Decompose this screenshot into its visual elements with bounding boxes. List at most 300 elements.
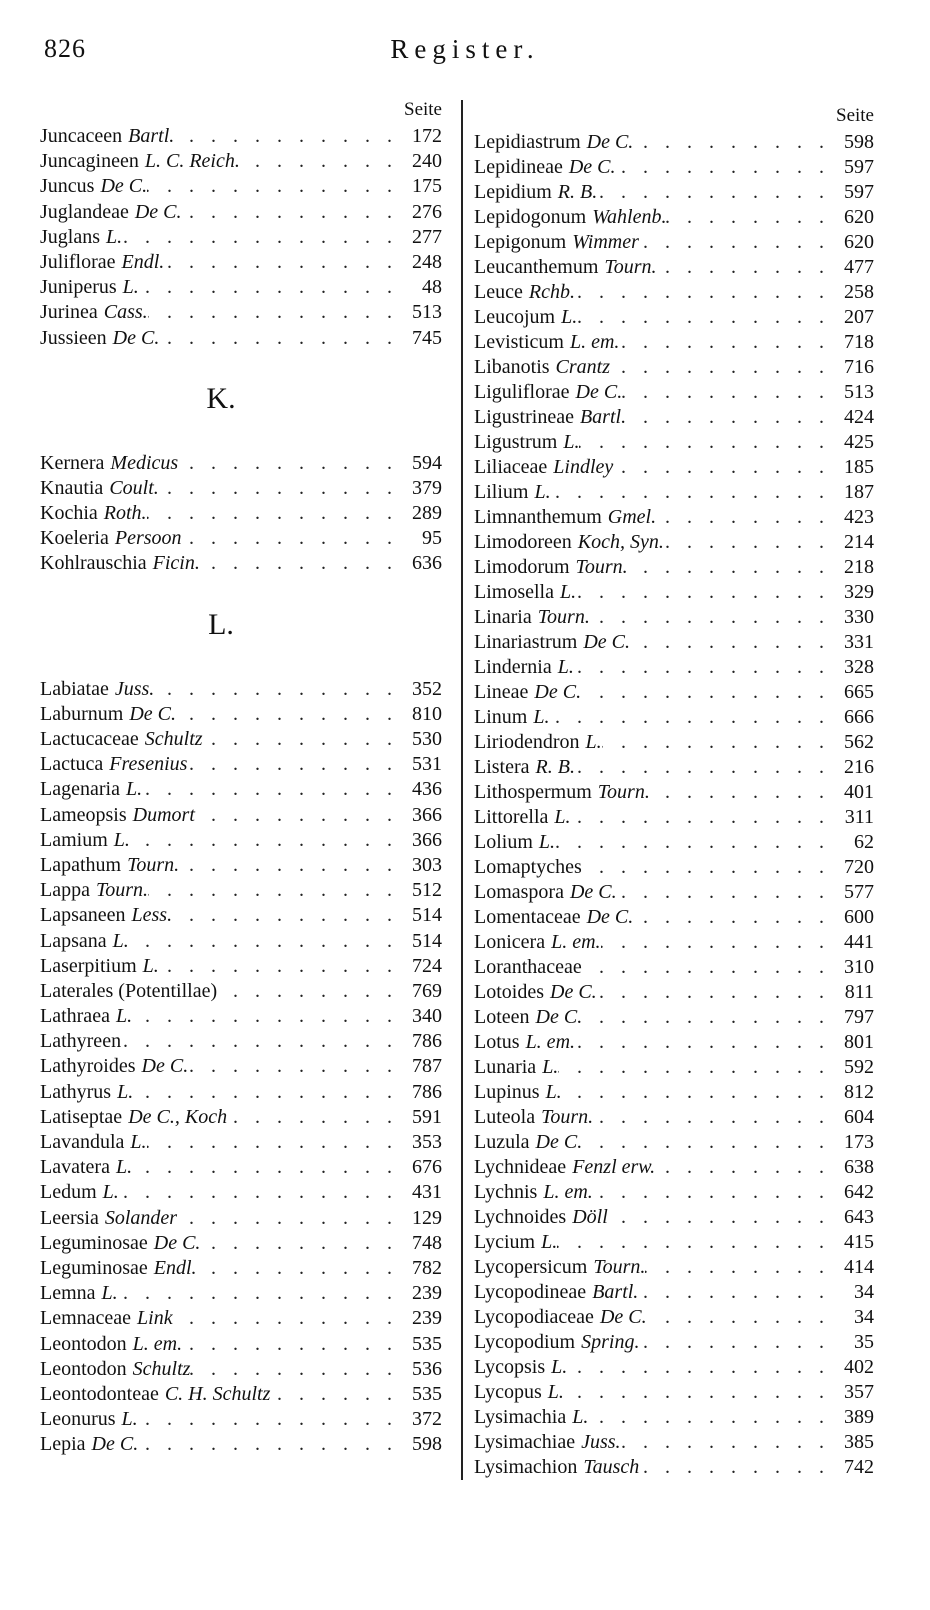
entry-name: Lagenaria bbox=[40, 778, 120, 801]
entry-name: Leonurus bbox=[40, 1408, 116, 1431]
entry-page: 289 bbox=[412, 502, 442, 525]
dot-leader bbox=[656, 255, 834, 280]
dot-leader bbox=[227, 1105, 402, 1130]
entry-author: Fenzl erw. bbox=[572, 1156, 656, 1178]
column-divider bbox=[461, 100, 463, 1480]
index-entry bbox=[474, 630, 874, 655]
index-entry bbox=[40, 803, 442, 828]
entry-name: Leucojum bbox=[474, 306, 556, 328]
entry-author: De C. bbox=[550, 981, 597, 1003]
index-entry bbox=[474, 730, 874, 755]
entry-author: De C. bbox=[575, 381, 623, 403]
entry-page: 276 bbox=[412, 200, 442, 223]
entry-author: De C. bbox=[535, 1006, 583, 1028]
dot-leader bbox=[164, 250, 402, 275]
entry-name: Lavatera bbox=[40, 1156, 110, 1179]
entry-name: Lathyroides bbox=[40, 1055, 136, 1078]
dot-leader bbox=[118, 1281, 402, 1306]
entry-page: 385 bbox=[844, 1431, 874, 1453]
entry-page: 769 bbox=[412, 979, 442, 1002]
dot-leader bbox=[628, 555, 834, 580]
entry-page: 62 bbox=[854, 831, 874, 853]
entry-page: 665 bbox=[844, 681, 874, 703]
entry-name: Limnanthemum bbox=[474, 506, 602, 528]
page-number: 826 bbox=[44, 34, 86, 63]
index-entry bbox=[40, 903, 442, 928]
entry-name: Lunaria bbox=[474, 1056, 537, 1078]
index-entry bbox=[474, 655, 874, 680]
entry-page: 258 bbox=[844, 281, 874, 303]
dot-leader bbox=[582, 855, 834, 880]
entry-author: L. em. bbox=[543, 1181, 593, 1203]
entry-name: Lameopsis bbox=[40, 803, 127, 826]
dot-leader bbox=[645, 1255, 834, 1280]
entry-author: L. bbox=[572, 1406, 589, 1428]
index-entry bbox=[474, 355, 874, 380]
entry-author: R. B. bbox=[557, 181, 598, 203]
entry-author: L. bbox=[545, 1081, 562, 1103]
entry-author: L. bbox=[541, 1231, 558, 1253]
entry-author: Tourn. bbox=[604, 256, 657, 278]
entry-page: 643 bbox=[844, 1206, 874, 1228]
entry-author: L. em. bbox=[132, 1332, 183, 1355]
index-entry bbox=[474, 1280, 874, 1305]
dot-leader bbox=[647, 1305, 834, 1330]
index-entry bbox=[474, 1005, 874, 1030]
entry-name: Juglandeae bbox=[40, 200, 129, 223]
entry-name: Luteola bbox=[474, 1106, 536, 1128]
dot-leader bbox=[187, 752, 402, 777]
entry-page: 638 bbox=[844, 1156, 874, 1178]
entry-author: De C. bbox=[112, 326, 160, 349]
entry-name: Juncus bbox=[40, 175, 95, 198]
entry-page: 402 bbox=[844, 1356, 874, 1378]
entry-page: 366 bbox=[412, 828, 442, 851]
entry-page: 366 bbox=[412, 803, 442, 826]
dot-leader bbox=[601, 930, 834, 955]
entry-page: 329 bbox=[844, 581, 874, 603]
index-entry bbox=[474, 1180, 874, 1205]
entry-page: 724 bbox=[412, 954, 442, 977]
dot-leader bbox=[188, 1054, 402, 1079]
entry-author: Link bbox=[137, 1307, 173, 1330]
index-entry bbox=[40, 1080, 442, 1105]
index-entry bbox=[40, 1004, 442, 1029]
index-entry bbox=[474, 1155, 874, 1180]
entry-page: 216 bbox=[844, 756, 874, 778]
dot-leader bbox=[148, 300, 402, 325]
index-entry bbox=[474, 930, 874, 955]
entry-page: 810 bbox=[412, 702, 442, 725]
dot-leader bbox=[613, 455, 834, 480]
entry-name: Laterales (Potentillae) bbox=[40, 979, 218, 1002]
index-entry bbox=[474, 380, 874, 405]
dot-leader bbox=[588, 1405, 834, 1430]
entry-name: Lepidineae bbox=[474, 156, 563, 178]
dot-leader bbox=[122, 225, 402, 250]
dot-leader bbox=[551, 480, 834, 505]
entry-name: Lychnoides bbox=[474, 1206, 567, 1228]
entry-name: Linariastrum bbox=[474, 631, 578, 653]
index-entry bbox=[40, 954, 442, 979]
dot-leader bbox=[590, 605, 834, 630]
entry-page: 676 bbox=[412, 1156, 442, 1179]
entry-author: Endl. bbox=[121, 250, 165, 273]
index-entry bbox=[474, 1330, 874, 1355]
dot-leader bbox=[597, 180, 834, 205]
entry-name: Juliflorae bbox=[40, 250, 116, 273]
index-entry bbox=[40, 174, 442, 199]
entry-author: De C. bbox=[100, 175, 148, 198]
index-entry bbox=[474, 830, 874, 855]
entry-page: 718 bbox=[844, 331, 874, 353]
entry-page: 441 bbox=[844, 931, 874, 953]
entry-page: 172 bbox=[412, 125, 442, 147]
entry-author: L. bbox=[551, 1356, 568, 1378]
index-entry bbox=[474, 1405, 874, 1430]
entry-name: Leersia bbox=[40, 1206, 99, 1229]
entry-author: Tourn. bbox=[95, 879, 149, 902]
dot-leader bbox=[593, 1180, 834, 1205]
entry-author: L. bbox=[121, 1408, 138, 1431]
index-entry bbox=[474, 530, 874, 555]
entry-name: Leontodon bbox=[40, 1332, 127, 1355]
index-entry bbox=[474, 855, 874, 880]
entry-author: Spring. bbox=[581, 1331, 640, 1353]
dot-leader bbox=[610, 355, 834, 380]
entry-page: 531 bbox=[412, 753, 442, 776]
index-entry bbox=[474, 205, 874, 230]
dot-leader bbox=[159, 476, 402, 501]
dot-leader bbox=[138, 1407, 402, 1432]
entry-author: L. bbox=[115, 1156, 133, 1179]
entry-name: Lysimachia bbox=[474, 1406, 567, 1428]
index-entry bbox=[474, 1130, 874, 1155]
index-entry bbox=[474, 605, 874, 630]
dot-leader bbox=[203, 727, 402, 752]
entry-page: 597 bbox=[844, 156, 874, 178]
entry-author: Tourn. bbox=[597, 781, 650, 803]
index-entry bbox=[474, 1230, 874, 1255]
section-heading-k: K. bbox=[206, 381, 236, 415]
entry-name: Luzula bbox=[474, 1131, 530, 1153]
entry-page: 239 bbox=[412, 1282, 442, 1305]
entry-author: Solander bbox=[104, 1206, 178, 1229]
dot-leader bbox=[147, 174, 402, 199]
entry-page: 514 bbox=[412, 904, 442, 927]
dot-leader bbox=[633, 130, 834, 155]
entry-author: Tourn. bbox=[541, 1106, 594, 1128]
index-entry bbox=[40, 501, 442, 526]
dot-leader bbox=[619, 330, 834, 355]
entry-author: L. em. bbox=[569, 331, 620, 353]
dot-leader bbox=[217, 979, 402, 1004]
entry-name: Lapsaneen bbox=[40, 904, 126, 927]
entry-author: Dumort bbox=[132, 803, 195, 826]
entry-author: De C. bbox=[91, 1433, 139, 1456]
entry-page: 530 bbox=[412, 728, 442, 750]
index-entry bbox=[40, 1130, 442, 1155]
entry-name: Lactucaceae bbox=[40, 728, 139, 750]
entry-page: 620 bbox=[844, 231, 874, 253]
dot-leader bbox=[567, 1355, 834, 1380]
entry-page: 175 bbox=[412, 175, 442, 198]
entry-author: De C. bbox=[129, 702, 176, 725]
dot-leader bbox=[608, 1205, 834, 1230]
entry-name: Loranthaceae bbox=[474, 956, 582, 978]
index-entry bbox=[40, 1332, 442, 1357]
entry-author: L. bbox=[106, 225, 123, 248]
index-entry bbox=[474, 155, 874, 180]
index-entry bbox=[474, 580, 874, 605]
left-column bbox=[40, 98, 442, 1457]
index-entry bbox=[40, 526, 442, 551]
entry-name: Loteen bbox=[474, 1006, 530, 1028]
entry-name: Lepia bbox=[40, 1433, 86, 1456]
entry-name: Littorella bbox=[474, 806, 549, 828]
entry-page: 477 bbox=[844, 256, 874, 278]
entry-page: 303 bbox=[412, 853, 442, 876]
index-entry bbox=[40, 1155, 442, 1180]
entry-page: 185 bbox=[844, 456, 874, 478]
entry-name: Limodoreen bbox=[474, 531, 572, 553]
dot-leader bbox=[558, 1055, 834, 1080]
entry-page: 535 bbox=[412, 1382, 442, 1405]
entry-page: 277 bbox=[412, 225, 442, 248]
entry-author: Cass. bbox=[103, 301, 148, 324]
dot-leader bbox=[575, 755, 834, 780]
index-entry bbox=[40, 326, 442, 351]
entry-name: Lepidogonum bbox=[474, 206, 587, 228]
entry-name: Lathyrus bbox=[40, 1080, 112, 1103]
entry-name: Lilium bbox=[474, 481, 529, 503]
entry-page: 187 bbox=[844, 481, 874, 503]
dot-leader bbox=[579, 430, 834, 455]
entry-page: 811 bbox=[844, 981, 874, 1003]
dot-leader bbox=[121, 1029, 402, 1054]
entry-page: 535 bbox=[412, 1332, 442, 1355]
entry-name: Lemnaceae bbox=[40, 1307, 132, 1330]
index-entry bbox=[474, 705, 874, 730]
entry-name: Koeleria bbox=[40, 527, 109, 550]
entry-page: 214 bbox=[844, 531, 874, 553]
dot-leader bbox=[557, 1230, 834, 1255]
dot-leader bbox=[582, 1005, 834, 1030]
entry-name: Leuce bbox=[474, 281, 523, 303]
entry-author: C. H. Schultz bbox=[164, 1382, 271, 1405]
entry-name: Lithospermum bbox=[474, 781, 592, 803]
entry-name: Lepidiastrum bbox=[474, 131, 581, 153]
dot-leader bbox=[138, 1432, 402, 1457]
index-entry bbox=[40, 451, 442, 476]
entry-page: 357 bbox=[844, 1381, 874, 1403]
entry-author: De C. bbox=[599, 1306, 647, 1328]
index-entry bbox=[40, 1432, 442, 1457]
entry-name: Liliaceae bbox=[474, 456, 548, 478]
entry-page: 425 bbox=[844, 431, 874, 453]
entry-name: Lomentaceae bbox=[474, 906, 581, 928]
index-entry bbox=[40, 1180, 442, 1205]
dot-leader bbox=[549, 705, 834, 730]
entry-page: 577 bbox=[844, 881, 874, 903]
entry-page: 604 bbox=[844, 1106, 874, 1128]
index-entry bbox=[474, 1380, 874, 1405]
entry-page: 436 bbox=[412, 778, 442, 801]
entry-author: L. bbox=[538, 831, 556, 853]
entry-name: Kochia bbox=[40, 502, 98, 525]
entry-name: Lapathum bbox=[40, 853, 122, 876]
dot-leader bbox=[174, 124, 402, 149]
entry-name: Lycopodium bbox=[474, 1331, 576, 1353]
entry-author: De C., Koch bbox=[128, 1105, 228, 1128]
entry-page: 513 bbox=[844, 381, 874, 403]
entry-name: Lycopodineae bbox=[474, 1281, 587, 1303]
dot-leader bbox=[639, 230, 834, 255]
index-entry bbox=[40, 250, 442, 275]
index-entry bbox=[474, 180, 874, 205]
dot-leader bbox=[616, 155, 834, 180]
dot-leader bbox=[655, 1155, 834, 1180]
index-entry bbox=[40, 476, 442, 501]
entry-name: Listera bbox=[474, 756, 530, 778]
entry-author: Döll bbox=[572, 1206, 608, 1228]
entry-name: Linaria bbox=[474, 606, 532, 628]
entry-page: 379 bbox=[412, 476, 442, 499]
entry-name: Lactuca bbox=[40, 753, 104, 776]
entry-name: Leucanthemum bbox=[474, 256, 599, 278]
entry-name: Ligustrineae bbox=[474, 406, 574, 428]
entry-author: L. bbox=[112, 929, 129, 952]
index-entry bbox=[40, 1357, 442, 1382]
entry-page: 129 bbox=[412, 1206, 442, 1229]
index-group-l bbox=[40, 677, 442, 1458]
dot-leader bbox=[133, 1080, 402, 1105]
dot-leader bbox=[178, 451, 402, 476]
dot-leader bbox=[176, 702, 402, 727]
entry-name: Lavandula bbox=[40, 1131, 125, 1153]
dot-leader bbox=[200, 1231, 402, 1256]
entry-author: Tourn. bbox=[127, 853, 180, 876]
entry-page: 787 bbox=[412, 1055, 442, 1078]
entry-author: Tausch bbox=[583, 1456, 640, 1478]
dot-leader bbox=[593, 1105, 834, 1130]
entry-page: 562 bbox=[844, 731, 874, 753]
entry-page: 330 bbox=[844, 606, 874, 628]
index-entry bbox=[40, 1256, 442, 1281]
index-entry bbox=[40, 1281, 442, 1306]
dot-leader bbox=[639, 1330, 834, 1355]
dot-leader bbox=[190, 1357, 402, 1382]
entry-author: Tourn. bbox=[575, 556, 628, 578]
entry-name: Juncaceen bbox=[40, 125, 123, 147]
index-entry bbox=[474, 955, 874, 980]
entry-name: Leontodon bbox=[40, 1357, 127, 1380]
entry-author: Schultz bbox=[132, 1357, 191, 1380]
entry-name: Juncagineen bbox=[40, 150, 139, 173]
entry-author: L. em. bbox=[551, 931, 601, 953]
dot-leader bbox=[182, 1332, 402, 1357]
index-entry bbox=[474, 905, 874, 930]
entry-author: L. bbox=[142, 954, 159, 977]
index-entry bbox=[40, 752, 442, 777]
dot-leader bbox=[148, 878, 402, 903]
entry-page: 240 bbox=[412, 150, 442, 173]
dot-leader bbox=[197, 1256, 402, 1281]
entry-name: Lemna bbox=[40, 1282, 96, 1305]
entry-author: L. bbox=[585, 731, 602, 753]
index-entry bbox=[474, 1205, 874, 1230]
entry-author: Lindley bbox=[553, 456, 614, 478]
entry-page: 720 bbox=[844, 856, 874, 878]
dot-leader bbox=[638, 1280, 834, 1305]
section-heading-l: L. bbox=[208, 607, 234, 641]
index-entry bbox=[474, 130, 874, 155]
entry-page: 389 bbox=[844, 1406, 874, 1428]
entry-name: Lindernia bbox=[474, 656, 552, 678]
index-entry bbox=[474, 330, 874, 355]
entry-name: Latiseptae bbox=[40, 1105, 123, 1128]
dot-leader bbox=[159, 954, 402, 979]
index-entry bbox=[474, 1355, 874, 1380]
entry-name: Lychnis bbox=[474, 1181, 538, 1203]
entry-name: Juglans bbox=[40, 225, 100, 248]
entry-page: 352 bbox=[412, 677, 442, 700]
entry-page: 797 bbox=[844, 1006, 874, 1028]
entry-author: De C. bbox=[534, 681, 582, 703]
entry-page: 239 bbox=[412, 1307, 442, 1330]
entry-author: Schultz bbox=[144, 728, 203, 750]
entry-name: Ligustrum bbox=[474, 431, 558, 453]
entry-name: Labiatae bbox=[40, 677, 109, 700]
entry-page: 423 bbox=[844, 506, 874, 528]
dot-leader bbox=[597, 980, 834, 1005]
entry-page: 514 bbox=[412, 929, 442, 952]
entry-page: 642 bbox=[844, 1181, 874, 1203]
index-entry bbox=[40, 1029, 442, 1054]
entry-author: Tourn. bbox=[537, 606, 590, 628]
entry-author: Fresenius bbox=[109, 753, 188, 776]
entry-name: Lonicera bbox=[474, 931, 546, 953]
index-entry bbox=[40, 200, 442, 225]
dot-leader bbox=[147, 501, 402, 526]
entry-author: L. bbox=[115, 1005, 133, 1028]
entry-name: Lysimachiae bbox=[474, 1431, 576, 1453]
entry-author: Crantz bbox=[555, 356, 611, 378]
index-entry bbox=[40, 1382, 442, 1407]
entry-name: Lotus bbox=[474, 1031, 520, 1053]
index-entry bbox=[474, 255, 874, 280]
entry-author: Less. bbox=[131, 904, 173, 927]
entry-author: Wahlenb. bbox=[592, 206, 667, 228]
dot-leader bbox=[130, 828, 402, 853]
entry-page: 415 bbox=[844, 1231, 874, 1253]
entry-name: Knautia bbox=[40, 476, 104, 499]
entry-name: Lycopersicum bbox=[474, 1256, 588, 1278]
entry-page: 35 bbox=[854, 1331, 874, 1353]
dot-leader bbox=[159, 326, 402, 351]
index-entry bbox=[40, 1206, 442, 1231]
entry-author: L. bbox=[125, 778, 143, 801]
entry-author: Wimmer bbox=[572, 231, 639, 253]
dot-leader bbox=[154, 677, 402, 702]
dot-leader bbox=[132, 1155, 402, 1180]
entry-author: L. bbox=[102, 1181, 119, 1204]
index-entry bbox=[40, 300, 442, 325]
dot-leader bbox=[555, 830, 834, 855]
index-entry bbox=[40, 1054, 442, 1079]
entry-name: Lysimachion bbox=[474, 1456, 578, 1478]
entry-page: 716 bbox=[844, 356, 874, 378]
